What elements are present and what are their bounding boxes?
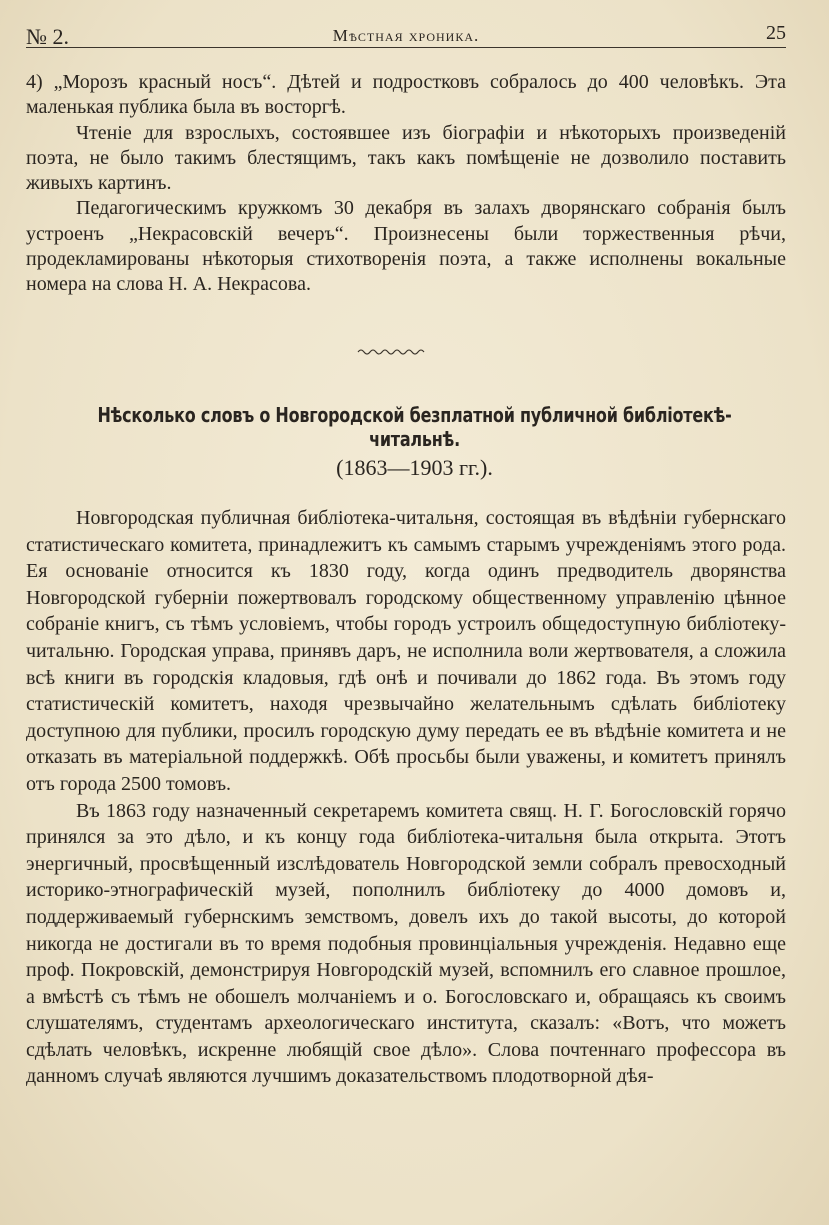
paragraph: Чтеніе для взрослыхъ, состоявшее изъ біографіи и нѣкоторыхъ произведеній поэта, не было такимъ блестящимъ, такъ какъ помѣщеніе не дозволило поставить живыхъ картинъ. (26, 121, 786, 195)
paragraph: 4) „Морозъ красный носъ“. Дѣтей и подростковъ собралось до 400 человѣкъ. Эта маленькая публика была въ восторгѣ. (26, 71, 786, 119)
article-body (26, 505, 786, 1090)
article-title: Нѣсколько словъ о Новгородской безплатной публичной библіотекѣ-читальнѣ. (97, 403, 732, 451)
article-years: (1863—1903 гг.). (336, 455, 493, 480)
issue-number: № 2. (26, 24, 69, 49)
divider-ornament (356, 346, 426, 358)
paragraph: Новгородская публичная библіотека-читальня, состоящая въ вѣдѣніи губернскаго статистическаго комитета, принадлежитъ къ самымъ старымъ учрежденіямъ этого рода. Ея основаніе относится къ 1830 году, когда одинъ предводитель дворянства Новгородской губерніи пожертвовалъ городскому общественному управленію цѣнное собраніе книгъ, съ тѣмъ условіемъ, чтобы городъ устроилъ общедоступную библіотеку-читальню. Городская управа, принявъ даръ, не исполнила воли жертвователя, а сложила всѣ книги въ городскія кладовыя, гдѣ онѣ и почивали до 1862 года. Въ этомъ году статистическій комитетъ, находя чрезвычайно желательнымъ сдѣлать библіотеку доступною для публики, просилъ городскую думу передать ее въ вѣдѣніе комитета и не отказать въ матеріальной поддержкѣ. Обѣ просьбы были уважены, и комитетъ принялъ отъ города 2500 томовъ. (26, 507, 786, 795)
paragraph: Педагогическимъ кружкомъ 30 декабря въ залахъ дворянскаго собранія былъ устроенъ „Некрасовскій вечеръ“. Произнесены были торжественныя рѣчи, продекламированы нѣкоторыя стихотворенія поэта, а также исполнены вокальные номера на слова Н. А. Некрасова. (26, 197, 786, 296)
paragraph: Въ 1863 году назначенный секретаремъ комитета свящ. Н. Г. Богословскій горячо принялся за это дѣло, и къ концу года библіотека-читальня была открыта. Этотъ энергичный, просвѣщенный изслѣдователь Новгородской земли собралъ превосходный историко-этнографическій музей, пополнилъ библіотеку до 4000 домовъ и, поддерживаемый губернскимъ земствомъ, довелъ ихъ до такой высоты, до которой никогда не достигали въ то время подобныя провинціальныя учрежденія. Недавно еще проф. Покровскій, демонстрируя Новгородскій музей, вспомнилъ его славное прошлое, а вмѣстѣ съ тѣмъ не обошелъ молчаніемъ и о. Богословскаго и, обращаясь къ своимъ слушателямъ, студентамъ археологическаго института, сказалъ: «Вотъ, что можетъ сдѣлать человѣкъ, искренне любящій свое дѣло». Слова почтеннаго профессора въ данномъ случаѣ являются лучшимъ доказательствомъ плодотворной дѣя- (26, 799, 786, 1088)
page-number: 25 (766, 22, 786, 44)
header-rule (26, 47, 786, 48)
previous-article-ending (26, 70, 786, 298)
section-title: Мѣстная хроника. (332, 26, 480, 45)
running-header (26, 20, 786, 50)
